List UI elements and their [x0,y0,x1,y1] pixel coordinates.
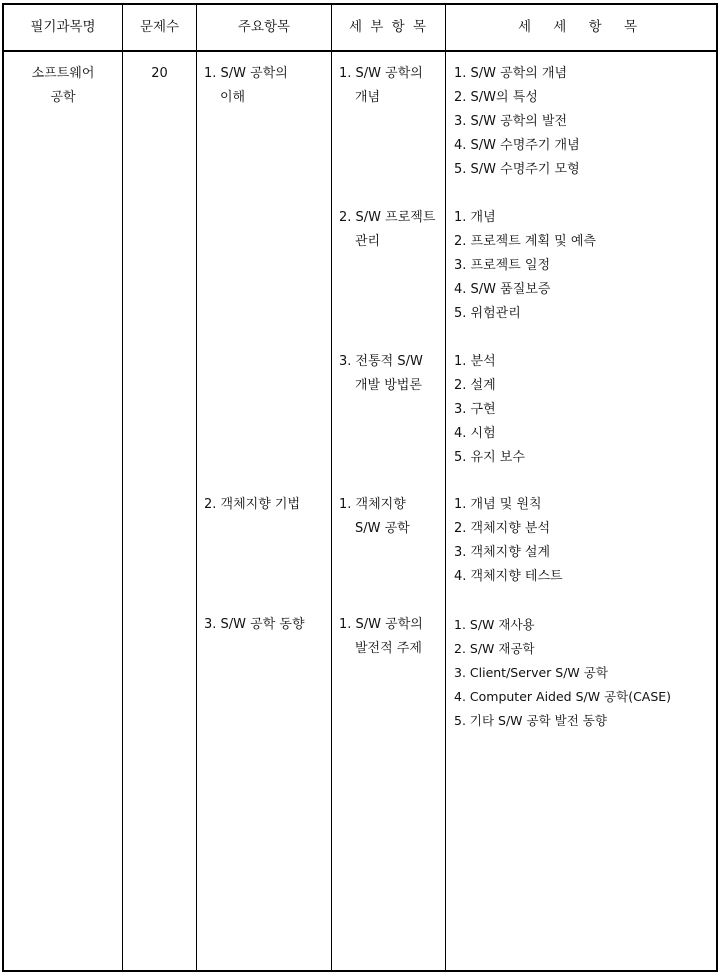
header-question-count: 문제수 [139,19,180,35]
sub-item-line1: 1. 객체지향 [339,497,406,512]
syllabus-table [2,3,718,972]
header-main-items: 주요항목 [237,19,291,35]
detail-item: 2. 객체지향 분석 [454,521,551,536]
sub-item [339,206,435,254]
detail-list [454,613,671,733]
detail-list [454,493,563,589]
main-item [204,613,305,637]
question-count: 20 [151,66,168,81]
detail-item: 3. Client/Server S/W 공학 [454,665,608,680]
header-detail-items: 세 세 항 목 [517,19,647,35]
detail-item: 4. Computer Aided S/W 공학(CASE) [454,689,672,704]
sub-item-line2: 개념 [355,90,381,105]
detail-item: 1. 개념 및 원칙 [454,497,542,512]
sub-item [339,62,423,110]
detail-list [454,350,525,470]
main-item-line2: 이해 [220,90,246,105]
sub-item-line2: 관리 [355,234,381,249]
sub-item-line1: 1. S/W 공학의 [339,66,423,81]
column-divider [122,5,123,970]
detail-item: 5. 위험관리 [454,306,521,321]
sub-item-line2: 개발 방법론 [355,378,422,393]
sub-item [339,613,423,661]
detail-item: 2. S/W 재공학 [454,641,535,656]
detail-item: 5. S/W 수명주기 모형 [454,162,580,177]
detail-item: 3. 구현 [454,402,496,417]
main-item [204,62,288,110]
subject-name [4,62,122,110]
detail-item: 1. 개념 [454,210,496,225]
detail-item: 2. 설계 [454,378,496,393]
detail-item: 4. S/W 품질보증 [454,282,551,297]
subject-name-line2: 공학 [50,90,76,105]
sub-item [339,493,410,541]
sub-item-line1: 1. S/W 공학의 [339,617,423,632]
sub-item [339,350,423,398]
sub-item-line1: 3. 전통적 S/W [339,354,423,369]
sub-item-line2: 발전적 주제 [355,641,422,656]
detail-item: 4. S/W 수명주기 개념 [454,138,580,153]
detail-item: 5. 유지 보수 [454,450,525,465]
header-subject: 필기과목명 [30,19,96,35]
detail-item: 3. 객체지향 설계 [454,545,551,560]
main-item-line1: 3. S/W 공학 동향 [204,617,305,632]
detail-item: 1. S/W 재사용 [454,617,535,632]
header-sub-items: 세 부 항 목 [348,19,429,35]
sub-item-line1: 2. S/W 프로젝트 [339,210,436,225]
detail-item: 4. 시험 [454,426,496,441]
detail-list [454,62,580,182]
detail-list [454,206,596,326]
detail-item: 1. 분석 [454,354,496,369]
detail-item: 1. S/W 공학의 개념 [454,66,568,81]
header-divider [4,50,716,52]
main-item [204,493,300,517]
sub-item-line2: S/W 공학 [355,521,410,536]
detail-item: 3. 프로젝트 일정 [454,258,551,273]
main-item-line1: 1. S/W 공학의 [204,66,288,81]
detail-item: 2. S/W의 특성 [454,90,538,105]
main-item-line1: 2. 객체지향 기법 [204,497,301,512]
detail-item: 2. 프로젝트 계획 및 예측 [454,234,596,249]
detail-item: 4. 객체지향 테스트 [454,569,563,584]
column-divider [196,5,197,970]
detail-item: 3. S/W 공학의 발전 [454,114,568,129]
subject-name-line1: 소프트웨어 [31,66,95,81]
column-divider [331,5,332,970]
column-divider [445,5,446,970]
detail-item: 5. 기타 S/W 공학 발전 동향 [454,713,607,728]
